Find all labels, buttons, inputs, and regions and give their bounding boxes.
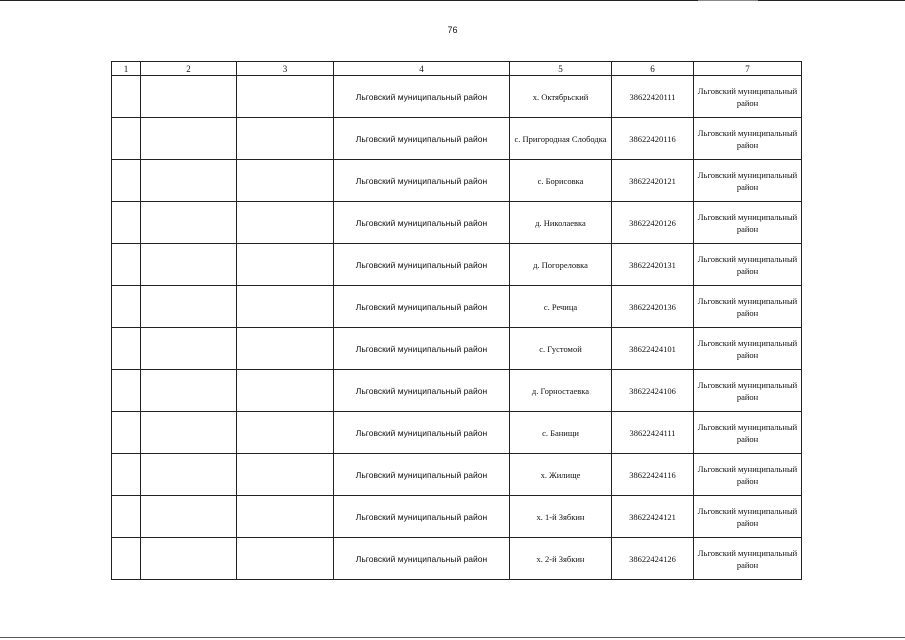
cell-code: 38622420121 — [612, 160, 694, 202]
cell-col2 — [141, 160, 237, 202]
cell-col2 — [141, 202, 237, 244]
table-row — [112, 496, 802, 538]
cell-district: Льговский муниципальный район — [334, 454, 510, 496]
cell-settlement: с. Банищи — [510, 412, 612, 454]
cell-col1 — [112, 538, 141, 580]
cell-col3 — [237, 496, 334, 538]
cell-col3 — [237, 370, 334, 412]
cell-col2 — [141, 244, 237, 286]
column-header-6: 6 — [612, 62, 694, 76]
cell-col3 — [237, 160, 334, 202]
cell-col3 — [237, 76, 334, 118]
cell-code: 38622420116 — [612, 118, 694, 160]
cell-code: 38622424101 — [612, 328, 694, 370]
cell-col1 — [112, 76, 141, 118]
cell-district: Льговский муниципальный район — [334, 160, 510, 202]
cell-municipality: Льговский муниципальный район — [694, 286, 802, 328]
cell-district: Льговский муниципальный район — [334, 328, 510, 370]
cell-col2 — [141, 454, 237, 496]
cell-settlement: д. Погореловка — [510, 244, 612, 286]
cell-district: Льговский муниципальный район — [334, 202, 510, 244]
cell-settlement: с. Борисовка — [510, 160, 612, 202]
cell-col2 — [141, 76, 237, 118]
cell-district: Льговский муниципальный район — [334, 118, 510, 160]
cell-district: Льговский муниципальный район — [334, 538, 510, 580]
cell-col2 — [141, 370, 237, 412]
cell-col1 — [112, 286, 141, 328]
cell-settlement: с. Речица — [510, 286, 612, 328]
cell-settlement: с. Густомой — [510, 328, 612, 370]
cell-municipality: Льговский муниципальный район — [694, 370, 802, 412]
table-row — [112, 538, 802, 580]
column-header-3: 3 — [237, 62, 334, 76]
cell-col1 — [112, 496, 141, 538]
cell-settlement: х. Жилище — [510, 454, 612, 496]
cell-municipality: Льговский муниципальный район — [694, 118, 802, 160]
cell-district: Льговский муниципальный район — [334, 286, 510, 328]
cell-col3 — [237, 328, 334, 370]
column-header-7: 7 — [694, 62, 802, 76]
cell-col1 — [112, 328, 141, 370]
cell-settlement: х. Октябрьский — [510, 76, 612, 118]
cell-code: 38622424121 — [612, 496, 694, 538]
cell-municipality: Льговский муниципальный район — [694, 244, 802, 286]
table-row — [112, 76, 802, 118]
cell-col2 — [141, 538, 237, 580]
table-row — [112, 244, 802, 286]
column-header-5: 5 — [510, 62, 612, 76]
cell-municipality: Льговский муниципальный район — [694, 538, 802, 580]
table-row — [112, 160, 802, 202]
cell-col1 — [112, 244, 141, 286]
page-number: 76 — [447, 25, 458, 35]
table-header-row — [112, 62, 802, 76]
cell-settlement: х. 2-й Зябкин — [510, 538, 612, 580]
cell-col3 — [237, 538, 334, 580]
cell-municipality: Льговский муниципальный район — [694, 160, 802, 202]
cell-col2 — [141, 118, 237, 160]
cell-code: 38622420126 — [612, 202, 694, 244]
cell-col1 — [112, 202, 141, 244]
cell-district: Льговский муниципальный район — [334, 370, 510, 412]
cell-settlement: д. Николаевка — [510, 202, 612, 244]
scan-top-mark — [698, 0, 758, 1]
table-row — [112, 370, 802, 412]
cell-district: Льговский муниципальный район — [334, 496, 510, 538]
cell-code: 38622424126 — [612, 538, 694, 580]
cell-municipality: Льговский муниципальный район — [694, 412, 802, 454]
cell-settlement: д. Горностаевка — [510, 370, 612, 412]
cell-col1 — [112, 412, 141, 454]
cell-district: Льговский муниципальный район — [334, 76, 510, 118]
cell-municipality: Льговский муниципальный район — [694, 454, 802, 496]
cell-municipality: Льговский муниципальный район — [694, 76, 802, 118]
cell-code: 38622420131 — [612, 244, 694, 286]
table-row — [112, 118, 802, 160]
cell-col2 — [141, 496, 237, 538]
cell-code: 38622424106 — [612, 370, 694, 412]
table-row — [112, 328, 802, 370]
column-header-4: 4 — [334, 62, 510, 76]
cell-code: 38622420136 — [612, 286, 694, 328]
column-header-2: 2 — [141, 62, 237, 76]
cell-code: 38622424116 — [612, 454, 694, 496]
table-row — [112, 286, 802, 328]
cell-col2 — [141, 412, 237, 454]
cell-col2 — [141, 286, 237, 328]
column-header-1: 1 — [112, 62, 141, 76]
cell-col3 — [237, 286, 334, 328]
cell-municipality: Льговский муниципальный район — [694, 202, 802, 244]
cell-col1 — [112, 370, 141, 412]
cell-col3 — [237, 118, 334, 160]
cell-district: Льговский муниципальный район — [334, 244, 510, 286]
cell-col3 — [237, 412, 334, 454]
table-row — [112, 202, 802, 244]
table-row — [112, 412, 802, 454]
cell-col1 — [112, 454, 141, 496]
cell-settlement: с. Пригородная Слободка — [510, 118, 612, 160]
cell-col1 — [112, 160, 141, 202]
scan-bottom-edge — [0, 637, 905, 638]
cell-col3 — [237, 454, 334, 496]
cell-code: 38622424111 — [612, 412, 694, 454]
cell-settlement: х. 1-й Зябкин — [510, 496, 612, 538]
cell-district: Льговский муниципальный район — [334, 412, 510, 454]
cell-municipality: Льговский муниципальный район — [694, 496, 802, 538]
table-row — [112, 454, 802, 496]
cell-col2 — [141, 328, 237, 370]
scan-top-edge — [0, 0, 905, 1]
cell-col3 — [237, 202, 334, 244]
cell-code: 38622420111 — [612, 76, 694, 118]
cell-col1 — [112, 118, 141, 160]
cell-municipality: Льговский муниципальный район — [694, 328, 802, 370]
document-table — [111, 61, 802, 580]
cell-col3 — [237, 244, 334, 286]
